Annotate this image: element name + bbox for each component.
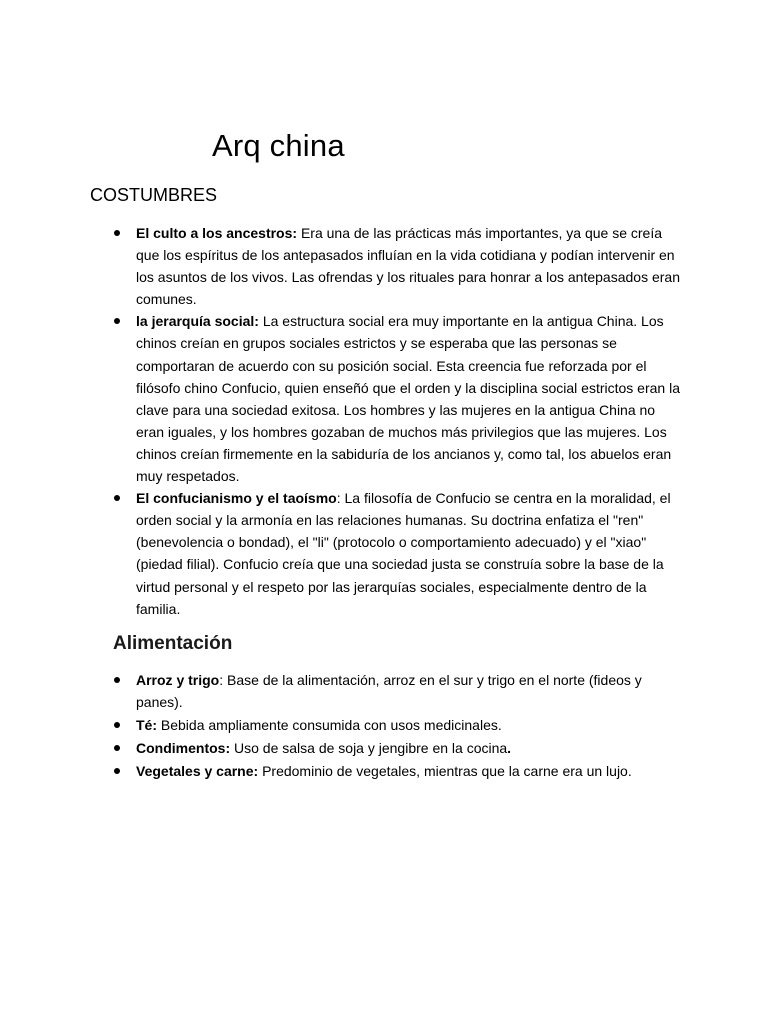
list-item-te [136, 714, 680, 736]
list-item-term: El confucianismo y el taoísmo [136, 490, 337, 507]
list-item-term: la jerarquía social: [136, 313, 259, 330]
document-title: Arq china [212, 128, 345, 163]
list-item-text: Uso de salsa de soja y jengibre en la cocina [230, 740, 508, 757]
list-item-text: Predominio de vegetales, mientras que la carne era un lujo. [258, 763, 632, 780]
list-item-term: Arroz y trigo [136, 672, 220, 688]
list-item-term: Vegetales y carne: [136, 763, 259, 780]
costumbres-list [136, 222, 680, 620]
list-item-term: El culto a los ancestros: [136, 225, 298, 241]
list-item-text: : La filosofía de Confucio se centra en la moralidad, el orden social y la armonía en las relaciones humanas. Su doctrina enfatiza el "ren" (benevolencia o bondad), el "li" (protocolo o comportamiento adecuado) y el "xiao" (piedad filial). Confucio creía que una sociedad justa se construía sobre la base de la virtud personal y el respeto por las jerarquías sociales, especialmente dentro de la familia. [136, 490, 671, 617]
list-item-confucianismo [136, 487, 680, 620]
list-item-jerarquia [136, 310, 680, 487]
list-item-condimentos [136, 737, 680, 759]
alimentacion-list [136, 669, 680, 782]
list-item-term: Té: [136, 717, 157, 734]
list-item-arroz-trigo [136, 669, 680, 713]
list-item-text: Era una de las prácticas más importantes, ya que se creía que los espíritus de los antepasados influían en la vida cotidiana y podían intervenir en los asuntos de los vivos. Las ofrendas y los rituales para honrar a los antepasados eran comunes. [136, 225, 680, 308]
list-item-text: Bebida ampliamente consumida con usos medicinales. [157, 717, 502, 734]
alimentacion-heading: Alimentación [113, 633, 233, 654]
list-item-term: Condimentos: [136, 740, 231, 757]
list-item-vegetales-carne [136, 760, 680, 782]
list-item-ancestros [136, 222, 680, 310]
list-item-text: : Base de la alimentación, arroz en el sur y trigo en el norte (fideos y panes). [136, 672, 642, 711]
costumbres-heading: COSTUMBRES [90, 185, 218, 205]
list-item-text: La estructura social era muy importante en la antigua China. Los chinos creían en grupos sociales estrictos y se esperaba que las personas se comportaran de acuerdo con su posición social. Esta creencia fue reforzada por el filósofo chino Confucio, quien enseñó que el orden y la disciplina social estrictos eran la clave para una sociedad exitosa. Los hombres y las mujeres en la antigua China no eran iguales, y los hombres gozaban de muchos más privilegios que las mujeres. Los chinos creían firmemente en la sabiduría de los ancianos y, como tal, los abuelos eran muy respetados. [136, 313, 680, 485]
list-item-tail: . [507, 740, 512, 757]
